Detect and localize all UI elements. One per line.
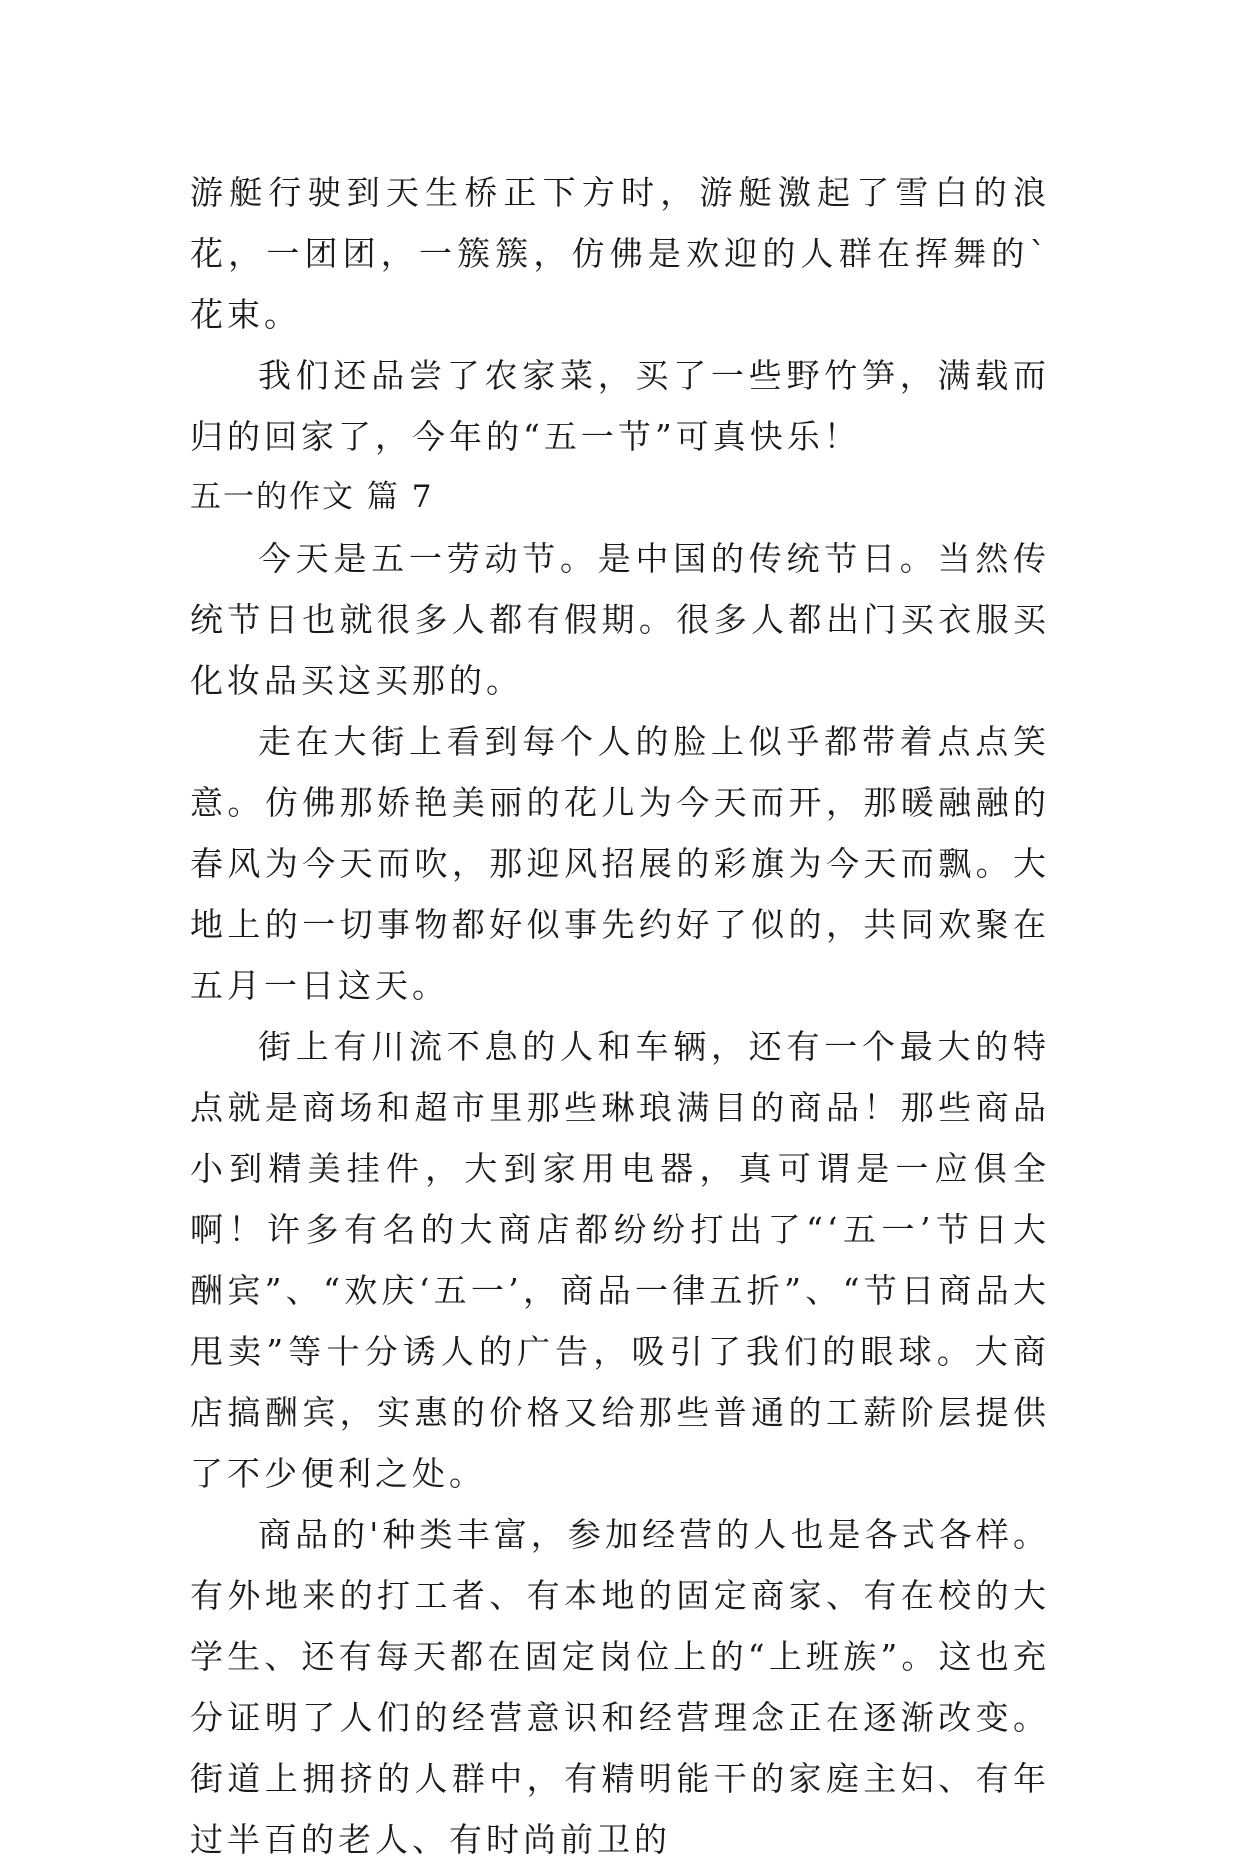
section-heading: 五一的作文 篇 7 <box>190 479 434 515</box>
document-body <box>190 162 1050 1870</box>
paragraph-continued: 游艇行驶到天生桥正下方时，游艇激起了雪白的浪花，一团团，一簇簇，仿佛是欢迎的人群在挥舞的`花束。 <box>190 173 1050 334</box>
paragraph: 街上有川流不息的人和车辆，还有一个最大的特点就是商场和超市里那些琳琅满目的商品！那些商品小到精美挂件，大到家用电器，真可谓是一应俱全啊！许多有名的大商店都纷纷打出了“‘五一’节日大酬宾”、“欢庆‘五一’，商品一律五折”、“节日商品大甩卖”等十分诱人的广告，吸引了我们的眼球。大商店搞酬宾，实惠的价格又给那些普通的工薪阶层提供了不少便利之处。 <box>190 1027 1050 1493</box>
paragraph: 商品的'种类丰富，参加经营的人也是各式各样。有外地来的打工者、有本地的固定商家、有在校的大学生、还有每天都在固定岗位上的“上班族”。这也充分证明了人们的经营意识和经营理念正在逐渐改变。街道上拥挤的人群中，有精明能干的家庭主妇、有年过半百的老人、有时尚前卫的 <box>190 1515 1050 1859</box>
paragraph: 走在大街上看到每个人的脸上似乎都带着点点笑意。仿佛那娇艳美丽的花儿为今天而开，那暖融融的春风为今天而吹，那迎风招展的彩旗为今天而飘。大地上的一切事物都好似事先约好了似的，共同欢聚在五月一日这天。 <box>190 722 1050 1005</box>
paragraph: 今天是五一劳动节。是中国的传统节日。当然传统节日也就很多人都有假期。很多人都出门买衣服买化妆品买这买那的。 <box>190 539 1050 700</box>
paragraph: 我们还品尝了农家菜，买了一些野竹笋，满载而归的回家了，今年的“五一节”可真快乐！ <box>190 356 1050 456</box>
